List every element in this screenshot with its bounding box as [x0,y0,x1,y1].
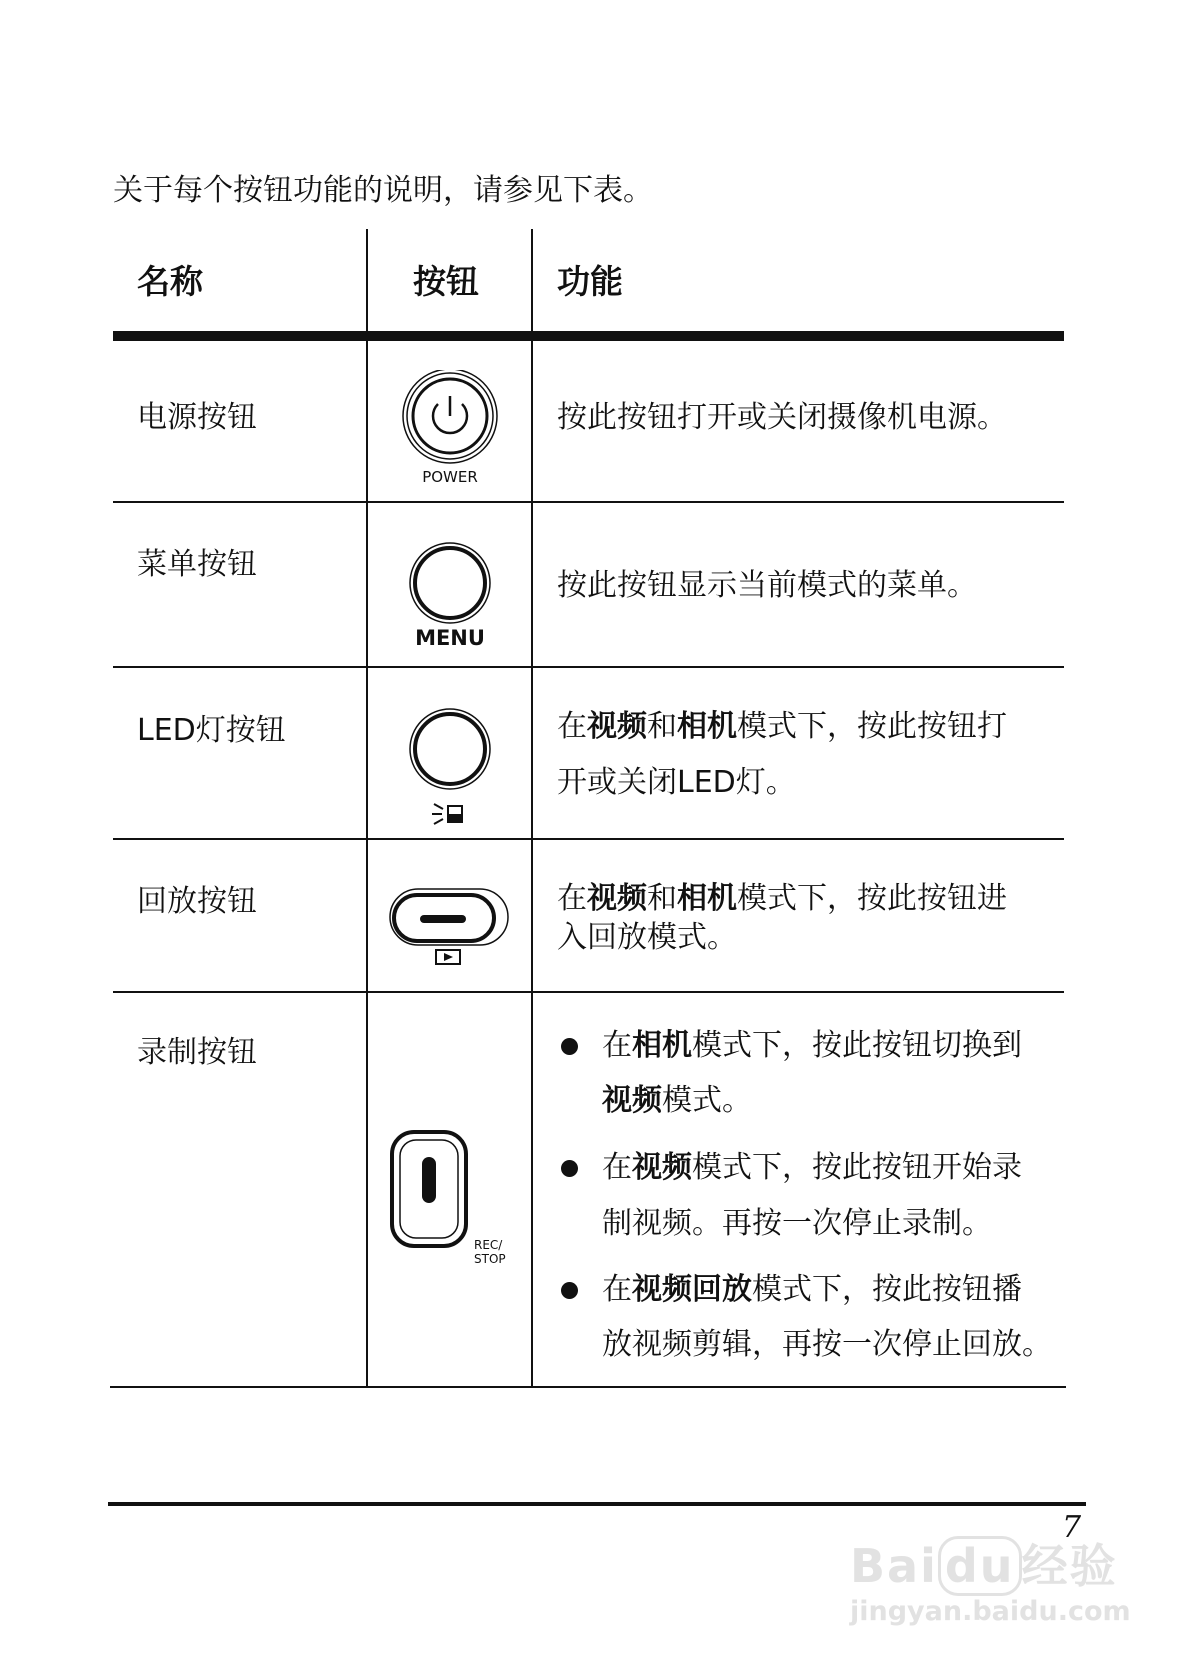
header-function: 功能 [557,262,623,301]
led-button-icon [408,707,492,791]
bullet-line: 在视频模式下，按此按钮开始录 [602,1150,1022,1185]
intro-text: 关于每个按钮功能的说明，请参见下表。 [113,173,653,208]
table-bottom-rule [110,1386,1066,1388]
bullet-line: 制视频。再按一次停止录制。 [602,1206,992,1241]
header-name: 名称 [137,262,203,301]
row-name: 菜单按钮 [137,547,257,582]
column-divider [366,229,368,1387]
column-divider [531,229,533,1387]
row-divider [113,838,1064,840]
row-name: 电源按钮 [137,400,257,435]
bullet-line: 放视频剪辑，再按一次停止回放。 [602,1327,1052,1362]
row-divider [113,991,1064,993]
row-divider [113,666,1064,668]
row-function-line: 开或关闭LED灯。 [557,765,796,800]
baidu-watermark: Bai du 经验 jingyan.baidu.com [850,1530,1131,1627]
bullet-line: 视频模式。 [602,1083,752,1118]
bullet-icon [561,1282,578,1299]
rec-stop-button-icon [388,1128,472,1252]
bullet-line: 在相机模式下，按此按钮切换到 [602,1028,1022,1063]
bullet-icon [561,1160,578,1177]
row-name: 回放按钮 [137,884,257,919]
row-divider [113,501,1064,503]
bullet-icon [561,1038,578,1055]
header-rule [113,331,1064,341]
row-function: 按此按钮显示当前模式的菜单。 [557,568,977,603]
header-button: 按钮 [413,262,479,301]
row-function-line: 在视频和相机模式下，按此按钮进 [557,881,1007,916]
bullet-line: 在视频回放模式下，按此按钮播 [602,1272,1022,1307]
playback-button-icon [388,886,512,966]
row-function: 按此按钮打开或关闭摄像机电源。 [557,400,1007,435]
footer-rule [108,1502,1086,1506]
menu-label: MENU [415,626,485,650]
row-name: LED灯按钮 [137,713,286,748]
power-button-icon [400,370,500,470]
row-name: 录制按钮 [137,1035,257,1070]
row-function-line: 在视频和相机模式下，按此按钮打 [557,709,1007,744]
rec-stop-label: REC/ STOP [474,1238,506,1266]
menu-button-icon [408,541,492,625]
page-number: 7 [1062,1510,1082,1545]
row-function-line: 入回放模式。 [557,920,737,955]
led-light-icon [430,800,470,826]
power-label: POWER [422,468,478,486]
